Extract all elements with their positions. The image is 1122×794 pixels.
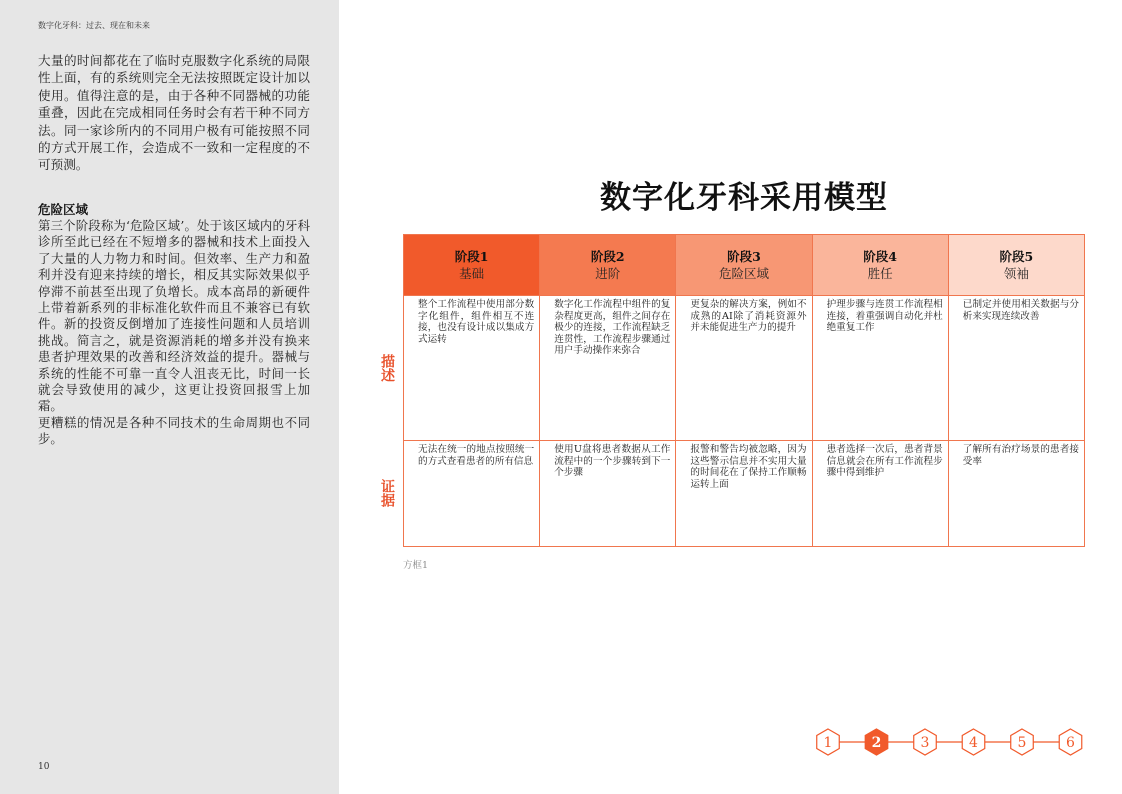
- page-number-label: 2: [871, 735, 882, 751]
- page-link-1[interactable]: [817, 729, 840, 755]
- stage-label: 阶段4: [863, 249, 897, 264]
- sidebar-panel: [0, 0, 339, 794]
- evidence-cell: 无法在统一的地点按照统一的方式查看患者的所有信息: [404, 441, 540, 547]
- row-label-evidence: 证据: [379, 479, 395, 507]
- stage-name: 领袖: [1003, 266, 1029, 281]
- evidence-cell: 了解所有治疗场景的患者接受率: [948, 441, 1084, 547]
- intro-paragraph: 大量的时间都花在了临时克服数字化系统的局限性上面，有的系统则完全无法按照既定设计加以使用。值得注意的是，由于各种不同器械的功能重叠，因此在完成相同任务时会有若干种不同方法。同一家诊所内的不同用户极有可能按照不同的方式开展工作，会造成不一致和一定程度的不可预测。: [38, 53, 310, 173]
- page-navigation-graphic: [814, 725, 1086, 759]
- description-cell: 数字化工作流程中组件的复杂程度更高，组件之间存在极少的连接，工作流程缺乏连贯性，工作流程步骤通过用户手动操作来弥合: [540, 296, 676, 441]
- stage-header-2: [540, 235, 676, 296]
- description-row: [404, 296, 1085, 441]
- stage-header-1: [404, 235, 540, 296]
- stage-label: 阶段1: [454, 249, 489, 264]
- evidence-row: [404, 441, 1085, 547]
- description-cell: 护理步骤与连贯工作流程相连接，着重强调自动化并杜绝重复工作: [812, 296, 948, 441]
- model-title: 数字化牙科采用模型: [600, 180, 888, 216]
- page-link-3[interactable]: [914, 729, 937, 755]
- adoption-model-table: [403, 234, 1085, 547]
- evidence-cell: 使用U盘将患者数据从工作流程中的一个步骤转到下一个步骤: [540, 441, 676, 547]
- page-number: 10: [38, 762, 50, 772]
- section-heading: 危险区域: [38, 202, 89, 217]
- page-link-2[interactable]: [865, 729, 888, 755]
- page-link-5[interactable]: [1011, 729, 1034, 755]
- stage-header-5: [948, 235, 1084, 296]
- evidence-cell: 报警和警告均被忽略，因为这些警示信息并不实用大量的时间花在了保持工作顺畅运转上面: [676, 441, 812, 547]
- stage-label: 阶段3: [727, 249, 761, 264]
- stage-label: 阶段5: [999, 249, 1034, 264]
- page-link-6[interactable]: [1059, 729, 1082, 755]
- page-number-label: 3: [920, 735, 930, 751]
- page-number-label: 6: [1066, 735, 1075, 751]
- row-label-description: 描述: [379, 354, 395, 382]
- page-number-label: 4: [969, 735, 978, 751]
- section-body: [38, 218, 310, 448]
- description-cell: 已制定并使用相关数据与分析来实现连续改善: [948, 296, 1084, 441]
- stage-header-row: [404, 235, 1085, 296]
- description-cell: 整个工作流程中使用部分数字化组件，组件相互不连接，也没有设计成以集成方式运转: [404, 296, 540, 441]
- section-paragraph: 第三个阶段称为‘危险区域’。处于该区域内的牙科诊所至此已经在不短增多的器械和技术上面投入了大量的人力物力和时间。但效率、生产力和盈利并没有迎来持续的增长，相反其实际效果似乎停滞不前甚至出现了负增长。成本高昂的新硬件上带着新系列的非标准化软件而且不兼容已有软件。新的投资反倒增加了连接性问题和人员培训挑战。简言之，就是资源消耗的增多并没有换来患者护理效果的改善和经济效益的提升。器械与系统的性能不可靠一直令人沮丧无比，时间一长就会导致使用的减少，这更让投资回报雪上加霜。: [38, 218, 310, 414]
- description-cell: 更复杂的解决方案，例如不成熟的AI除了消耗资源外并未能促进生产力的提升: [676, 296, 812, 441]
- figure-caption: 方框1: [403, 560, 429, 571]
- stage-name: 进阶: [595, 266, 621, 281]
- evidence-cell: 患者选择一次后，患者背景信息就会在所有工作流程步骤中得到维护: [812, 441, 948, 547]
- section-closing: 更糟糕的情况是各种不同技术的生命周期也不同步。: [38, 414, 310, 447]
- page-number-label: 1: [823, 735, 833, 751]
- page-navigation: [814, 725, 1086, 759]
- page-link-4[interactable]: [962, 729, 985, 755]
- stage-header-3: [676, 235, 812, 296]
- stage-name: 基础: [459, 266, 485, 281]
- stage-header-4: [812, 235, 948, 296]
- stage-name: 胜任: [867, 266, 893, 281]
- running-head: 数字化牙科：过去、现在和未来: [38, 21, 150, 30]
- stage-label: 阶段2: [590, 249, 625, 264]
- page-number-label: 5: [1017, 735, 1027, 751]
- stage-name: 危险区域: [718, 266, 769, 281]
